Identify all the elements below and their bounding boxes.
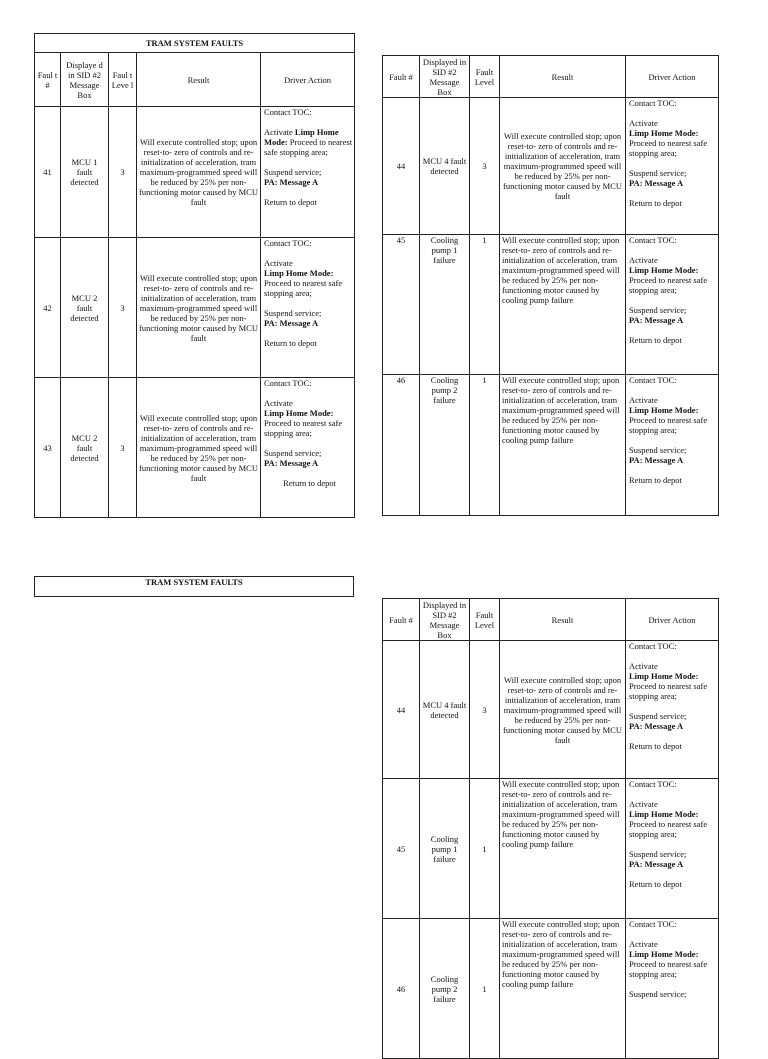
driver-action: Contact TOC: Activate Limp Home Mode: Proceed to nearest safe stopping area; Suspend service; PA: Message A Return to depot: [261, 238, 355, 378]
table-row: [383, 235, 719, 375]
fault-level: 1: [470, 779, 500, 919]
table-row: [383, 375, 719, 516]
table-row: [35, 378, 355, 518]
table-row: [35, 238, 355, 378]
fault-result: Will execute controlled stop; upon reset-to- zero of controls and re- initialization of acceleration, tram maximum-programmed speed will be reduced by 25% per non-functioning motor caused by MCU fault: [137, 238, 261, 378]
fault-number: 41: [35, 107, 61, 238]
table-row: [35, 107, 355, 238]
fault-number: 44: [383, 98, 420, 235]
table-row: [383, 779, 719, 919]
fault-name: MCU 2 fault detected: [61, 238, 109, 378]
fault-number: 42: [35, 238, 61, 378]
fault-result: Will execute controlled stop; upon reset-to- zero of controls and re- initialization of acceleration, tram maximum-programmed speed will be reduced by 25% per non-functioning motor caused by cooling pump failure: [500, 919, 626, 1059]
fault-name: Cooling pump 2 failure: [420, 375, 470, 516]
header-fault-level: Fault Level: [470, 56, 500, 98]
fault-level: 1: [470, 235, 500, 375]
header-fault-number: Faul t #: [35, 53, 61, 107]
fault-result: Will execute controlled stop; upon reset-to- zero of controls and re- initialization of acceleration, tram maximum-programmed speed will be reduced by 25% per non-functioning motor caused by MCU fault: [500, 641, 626, 779]
fault-result: Will execute controlled stop; upon reset-to- zero of controls and re- initialization of acceleration, tram maximum-programmed speed will be reduced by 25% per non-functioning motor caused by cooling pump failure: [500, 235, 626, 375]
header-fault-number: Fault #: [383, 599, 420, 641]
driver-action: Contact TOC: Activate Limp Home Mode: Proceed to nearest safe stopping area; Suspend service; PA: Message A Return to depot: [626, 779, 719, 919]
fault-level: 1: [470, 375, 500, 516]
fault-number: 46: [383, 919, 420, 1059]
fault-name: Cooling pump 1 failure: [420, 779, 470, 919]
driver-action: Contact TOC: Activate Limp Home Mode: Proceed to nearest safe stopping area; Suspend service; PA: Message A Return to depot: [626, 98, 719, 235]
header-driver-action: Driver Action: [261, 53, 355, 107]
header-driver-action: Driver Action: [626, 599, 719, 641]
header-result: Result: [500, 56, 626, 98]
fault-level: 3: [109, 238, 137, 378]
table-row: [383, 641, 719, 779]
fault-name: MCU 2 fault detected: [61, 378, 109, 518]
fault-level: 3: [470, 641, 500, 779]
table-row: [383, 919, 719, 1059]
fault-number: 45: [383, 779, 420, 919]
fault-number: 43: [35, 378, 61, 518]
header-result: Result: [500, 599, 626, 641]
driver-action: Contact TOC: Activate Limp Home Mode: Proceed to nearest safe stopping area; Suspend service; PA: Message A Return to depot: [626, 375, 719, 516]
fault-result: Will execute controlled stop; upon reset-to- zero of controls and re- initialization of acceleration, tram maximum-programmed speed will be reduced by 25% per non-functioning motor caused by MCU fault: [137, 107, 261, 238]
fault-name: Cooling pump 1 failure: [420, 235, 470, 375]
table-title: TRAM SYSTEM FAULTS: [35, 34, 355, 53]
header-driver-action: Driver Action: [626, 56, 719, 98]
driver-action: Contact TOC: Activate Limp Home Mode: Proceed to nearest safe stopping area; Suspend service; PA: Message A Return to depot: [626, 641, 719, 779]
fault-number: 46: [383, 375, 420, 516]
fault-result: Will execute controlled stop; upon reset-to- zero of controls and re- initialization of acceleration, tram maximum-programmed speed will be reduced by 25% per non-functioning motor caused by cooling pump failure: [500, 375, 626, 516]
action-contact: Contact TOC:: [264, 107, 312, 117]
driver-action: Contact TOC: Activate Limp Home Mode: Proceed to nearest safe stopping area; Suspend service; PA: Message A Return to depot: [261, 378, 355, 518]
fault-level: 3: [109, 378, 137, 518]
fault-number: 44: [383, 641, 420, 779]
fault-level: 3: [109, 107, 137, 238]
table-row: [383, 98, 719, 235]
fault-table-1: [34, 33, 355, 518]
fault-table-4: [382, 598, 719, 1059]
fault-table-3: [34, 576, 354, 597]
fault-level: 1: [470, 919, 500, 1059]
driver-action: Contact TOC: Activate Limp Home Mode: Proceed to nearest safe stopping area; Suspend service; PA: Message A Return to depot: [626, 235, 719, 375]
driver-action: Contact TOC: Activate Limp Home Mode: Proceed to nearest safe stopping area; Suspend service;: [626, 919, 719, 1059]
fault-name: MCU 4 fault detected: [420, 98, 470, 235]
fault-result: Will execute controlled stop; upon reset-to- zero of controls and re- initialization of acceleration, tram maximum-programmed speed will be reduced by 25% per non-functioning motor caused by cooling pump failure: [500, 779, 626, 919]
fault-name: Cooling pump 2 failure: [420, 919, 470, 1059]
fault-name: MCU 4 fault detected: [420, 641, 470, 779]
header-fault-level: Fault Level: [470, 599, 500, 641]
table-title: TRAM SYSTEM FAULTS: [35, 577, 354, 597]
header-fault-level: Faul t Leve l: [109, 53, 137, 107]
header-result: Result: [137, 53, 261, 107]
header-displayed: Displayed in SID #2 Message Box: [420, 56, 470, 98]
fault-result: Will execute controlled stop; upon reset-to- zero of controls and re- initialization of acceleration, tram maximum-programmed speed will be reduced by 25% per non-functioning motor caused by MCU fault: [500, 98, 626, 235]
header-displayed: Displayed in SID #2 Message Box: [420, 599, 470, 641]
header-fault-number: Fault #: [383, 56, 420, 98]
fault-name: MCU 1 fault detected: [61, 107, 109, 238]
fault-number: 45: [383, 235, 420, 375]
fault-table-2: [382, 55, 719, 516]
header-displayed: Displaye d in SID #2 Message Box: [61, 53, 109, 107]
fault-level: 3: [470, 98, 500, 235]
fault-result: Will execute controlled stop; upon reset-to- zero of controls and re- initialization of acceleration, tram maximum-programmed speed will be reduced by 25% per non-functioning motor caused by MCU fault: [137, 378, 261, 518]
driver-action: Contact TOC: Activate Limp Home Mode: Proceed to nearest safe stopping area; Suspend service; PA: Message A Return to depot: [261, 107, 355, 238]
